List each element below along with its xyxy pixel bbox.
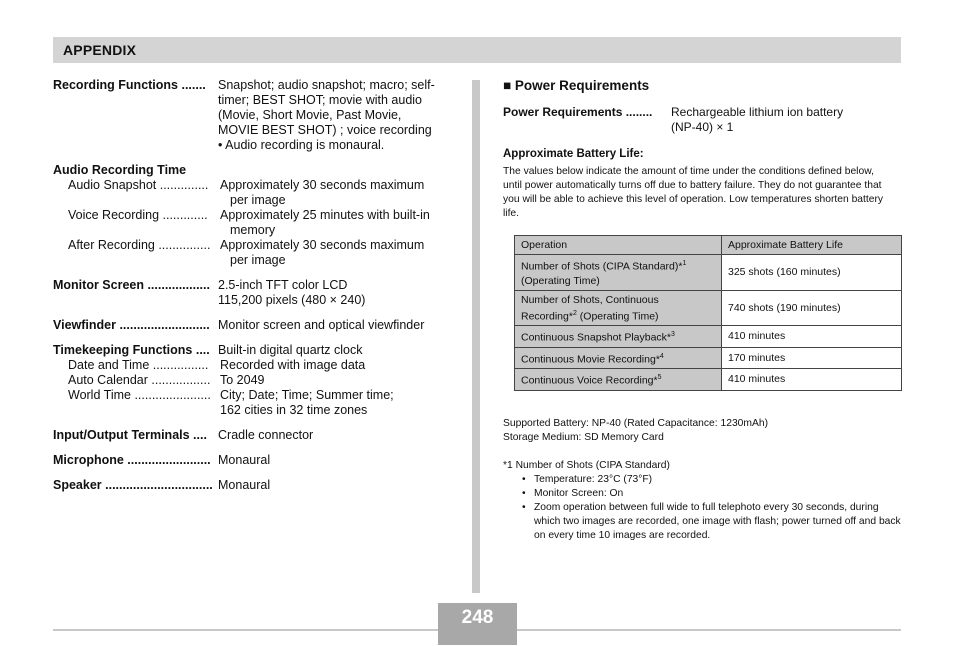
timekeeping-value: Built-in digital quartz clock xyxy=(218,343,363,357)
section-title: APPENDIX xyxy=(63,42,137,58)
recording-value-4: MOVIE BEST SHOT) ; voice recording xyxy=(218,123,432,137)
section-header xyxy=(53,37,901,63)
recording-note: • Audio recording is monaural. xyxy=(218,138,385,152)
spec-list xyxy=(53,78,463,493)
footnote-bullet: • Temperature: 23°C (73°F) xyxy=(503,473,903,487)
battery-notes xyxy=(503,417,903,543)
row-footnote-ref: 2 xyxy=(572,309,577,317)
voice-recording-value: Approximately 25 minutes with built-in xyxy=(220,208,430,222)
voice-recording-label: Voice Recording ............. xyxy=(68,208,208,222)
row-life: 325 shots (160 minutes) xyxy=(722,255,902,291)
table-header-row xyxy=(515,236,902,255)
row-life: 410 minutes xyxy=(722,369,902,391)
row-footnote-ref: 4 xyxy=(659,352,664,360)
footnote-1-title: *1 Number of Shots (CIPA Standard) xyxy=(503,460,670,471)
footnote-bullet: • Monitor Screen: On xyxy=(503,487,903,501)
date-time-label: Date and Time ................ xyxy=(68,358,209,372)
audio-snapshot-value-2: per image xyxy=(230,193,286,207)
voice-recording-value-2: memory xyxy=(230,223,276,237)
mic-value: Monaural xyxy=(218,453,271,467)
recording-value-3: (Movie, Short Movie, Past Movie, xyxy=(218,108,402,122)
monitor-label: Monitor Screen .................. xyxy=(53,278,210,292)
power-section xyxy=(503,78,903,221)
row-operation: Continuous Snapshot Playback* xyxy=(521,331,672,344)
auto-calendar-value: To 2049 xyxy=(220,373,265,387)
viewfinder-label: Viewfinder .......................... xyxy=(53,318,210,332)
speaker-label: Speaker ............................... xyxy=(53,478,213,492)
battery-life-title: Approximate Battery Life: xyxy=(503,148,644,160)
row-footnote-ref: 1 xyxy=(682,260,687,267)
row-life: 410 minutes xyxy=(722,326,902,348)
power-value-1: Rechargeable lithium ion battery xyxy=(671,105,844,119)
page-number-box xyxy=(438,603,517,645)
row-operation: Continuous Movie Recording* xyxy=(521,353,660,365)
battery-life-paragraph: The values below indicate the amount of time under the conditions defined below, until power automatically turns off due to battery failure. They do not guarantee that you will be able to achieve this level of operation. Low temperatures shorten battery life. xyxy=(503,166,884,219)
world-time-value: City; Date; Time; Summer time; xyxy=(220,388,394,402)
row-operation-2: Recording* xyxy=(521,310,573,322)
table-row xyxy=(515,347,902,369)
timekeeping-label: Timekeeping Functions .... xyxy=(53,343,210,357)
footnote-bullet: • Zoom operation between full wide to full telephoto every 30 seconds, during which two images are recorded, one image with flash; power turned off and back on every time 10 images are recorded. xyxy=(503,501,903,543)
power-section-title: ■ Power Requirements xyxy=(503,78,650,93)
row-operation-2: (Operating Time) xyxy=(521,274,600,287)
world-time-label: World Time ...................... xyxy=(68,388,211,402)
battery-life-table xyxy=(514,235,902,391)
row-operation: Number of Shots (CIPA Standard)* xyxy=(521,260,683,273)
table-row xyxy=(515,369,902,391)
io-label: Input/Output Terminals .... xyxy=(53,428,207,442)
storage-medium: Storage Medium: SD Memory Card xyxy=(503,432,664,443)
mic-label: Microphone ........................ xyxy=(53,453,211,467)
row-life: 170 minutes xyxy=(722,347,902,369)
table-row xyxy=(515,326,902,348)
row-operation: Continuous Voice Recording* xyxy=(521,374,658,387)
column-divider xyxy=(472,80,480,593)
audio-time-title: Audio Recording Time xyxy=(53,163,187,177)
row-operation: Number of Shots, Continuous xyxy=(521,293,659,306)
recording-label: Recording Functions ....... xyxy=(53,78,206,92)
recording-value-2: timer; BEST SHOT; movie with audio xyxy=(218,93,423,107)
date-time-value: Recorded with image data xyxy=(220,358,366,372)
speaker-value: Monaural xyxy=(218,478,271,492)
monitor-value-1: 2.5-inch TFT color LCD xyxy=(218,278,348,292)
power-label: Power Requirements ........ xyxy=(503,105,653,119)
row-life: 740 shots (190 minutes) xyxy=(722,290,902,326)
table-header-operation: Operation xyxy=(515,236,722,255)
after-recording-label: After Recording ............... xyxy=(68,238,211,252)
footnote-bullet-text: Temperature: 23°C (73°F) xyxy=(534,474,653,485)
table-header-life: Approximate Battery Life xyxy=(722,236,902,255)
row-operation-3: (Operating Time) xyxy=(576,310,659,322)
recording-value-1: Snapshot; audio snapshot; macro; self- xyxy=(218,78,435,92)
table-row xyxy=(515,290,902,326)
table-row xyxy=(515,255,902,291)
page-number: 248 xyxy=(461,607,494,628)
world-time-value-2: 162 cities in 32 time zones xyxy=(220,403,368,417)
io-value: Cradle connector xyxy=(218,428,314,442)
supported-battery: Supported Battery: NP-40 (Rated Capacitance: 1230mAh) xyxy=(503,418,769,429)
after-recording-value: Approximately 30 seconds maximum xyxy=(220,238,425,252)
footnote-bullet-text: Zoom operation between full wide to full telephoto every 30 seconds, during which two images are recorded, one image with flash; power turned off and back on every time 10 images are recorded. xyxy=(534,502,901,541)
viewfinder-value: Monitor screen and optical viewfinder xyxy=(218,318,425,332)
row-footnote-ref: 5 xyxy=(657,374,662,381)
after-recording-value-2: per image xyxy=(230,253,286,267)
audio-snapshot-label: Audio Snapshot .............. xyxy=(68,178,209,192)
footnote-bullet-text: Monitor Screen: On xyxy=(534,488,624,499)
row-footnote-ref: 3 xyxy=(671,331,675,338)
monitor-value-2: 115,200 pixels (480 × 240) xyxy=(218,293,366,307)
power-value-2: (NP-40) × 1 xyxy=(671,120,734,134)
audio-snapshot-value: Approximately 30 seconds maximum xyxy=(220,178,425,192)
auto-calendar-label: Auto Calendar ................. xyxy=(68,373,211,387)
